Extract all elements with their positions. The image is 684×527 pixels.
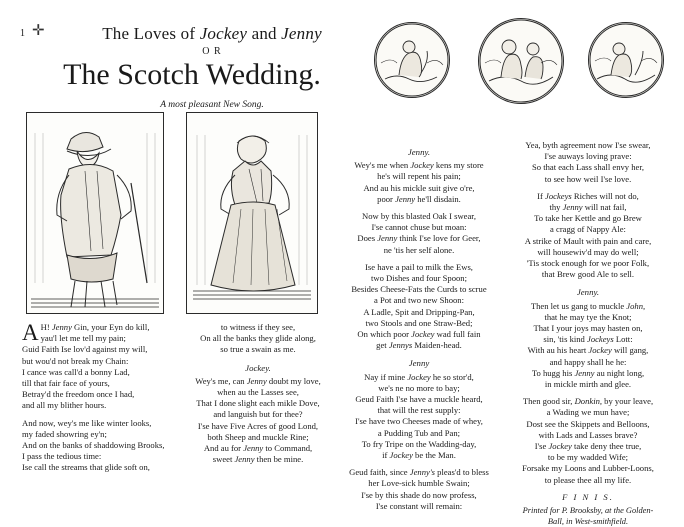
ballad-stanza [508,191,668,281]
ballad-line: if Jockey be the Man. [382,450,456,461]
ballad-line: Besides Cheese-Fats the Curds to scrue [351,284,487,295]
ballad-line: in mickle mirth and glee. [544,379,632,390]
ballad-column-4 [508,140,668,527]
ballad-line: Dost see the Skippets and Belloons, [526,418,650,429]
ballad-line: I'se constant will remain: [375,500,463,511]
woman-figure-woodcut-art [187,113,317,313]
ballad-line: On all the banks they glide along, [200,333,316,344]
ballad-stanza [340,467,498,512]
ballad-line: to witness if they see, [220,322,296,332]
ballad-line: Guid Faith Ise lov'd against my will, [22,344,148,355]
ballad-line: two Dishes and four Spoon; [371,273,467,284]
title-part-and: and [247,24,282,43]
title-line-loves [62,24,362,44]
ballad-line: a Pot and two new Shoon: [374,295,464,306]
ballad-stanza [508,301,668,391]
ballad-line: I pass the tedious time: [22,451,102,462]
ballad-line: till that fair face of yours, [22,378,110,389]
speaker-heading: Jenny. [576,287,600,298]
ballad-line: to see how weil I'se love. [544,173,632,184]
ballad-stanza [22,418,174,474]
man-figure-woodcut-art [27,113,163,313]
ballad-line: when au the Lasses see, [217,387,299,398]
ballad-stanza [340,372,498,462]
ballad-line: I'se have two Cheeses made of whey, [355,416,483,427]
ballad-line: that will the rest supply: [377,405,461,416]
finis-mark: F I N I S. [562,491,614,502]
ballad-line: That I your joys may hasten on, [533,323,643,334]
ballad-line: A strike of Mault with pain and care, [524,235,652,246]
ballad-line: If Jockeys Riches will not do, [537,190,639,201]
ballad-line: two Stools and one Straw-Bed; [365,317,473,328]
ballad-line: I'se auways loving prave: [544,151,632,162]
title-part-jenny: Jenny [281,24,322,43]
ballad-column-1 [22,322,174,480]
ballad-column-3 [340,140,498,518]
ballad-line: yau'l let me tell my pain; [40,333,126,344]
ballad-line: Betray'd the freedom once I had, [22,389,135,400]
speaker-heading: Jenny. [407,147,431,157]
ballad-line: To take her Kettle and go Brew [534,213,642,224]
title-or: O R [202,46,222,57]
ballad-line: With au his heart Jockey will gang, [527,345,649,356]
ballad-line: a Pudding Tub and Pan; [377,427,461,438]
ballad-line: Does Jenny think I'se love for Geer, [357,233,481,244]
ballad-line: her Love-sick humble Swain; [368,478,470,489]
ballad-line: Yea, byth agreement now I'se swear, [525,140,651,150]
ballad-line: So that each Lass shall envy her, [531,162,645,173]
ballad-line: thy Jenny will nat fail, [549,202,627,213]
ballad-line: Forsake my Loons and Lubber-Loons, [522,463,654,474]
roundel-left-art [375,23,449,97]
ballad-line: sin, 'tis kind Jockeys Lott: [543,334,633,345]
ballad-line: Now by this blasted Oak I swear, [362,211,476,222]
ballad-line: I cance was call'd a bonny Lad, [22,366,130,377]
ballad-line: And au his mickle suit give o're, [363,182,475,193]
ballad-line: ne 'tis her self alone. [383,244,455,255]
ballad-stanza [22,322,174,412]
ballad-stanza [340,211,498,256]
ballad-stanza [508,396,668,486]
ballad-line: with Lads and Lasses brave? [538,429,638,440]
ballad-line: we's ne no more to bay; [378,382,460,393]
ballad-line: Nay if mine Jockey he so stor'd, [364,371,474,382]
ballad-line: to please thee all my life. [544,474,632,485]
ballad-line: Wey's me when Jockey kens my store [354,160,484,171]
ballad-line: will housewiv'd may do well; [537,246,639,257]
ballad-line: I'se Jockey take deny thee true, [534,441,642,452]
ballad-column-2 [182,322,334,471]
speaker-heading: Jenny [408,358,430,369]
ballad-line: that Brew good Ale to sell. [541,269,635,280]
ballad-line: Geud faith, since Jenny's pleas'd to bless [349,467,489,478]
ballad-stanza [182,322,334,356]
ballad-stanza [182,376,334,466]
ballad-line: a Wading we mun have; [546,407,630,418]
ballad-line: Ise have a pail to milk the Ews, [365,261,473,272]
ballad-line: That I done slight each mikle Dove, [196,398,320,409]
ballad-line: get Jennys Maiden-head. [376,340,462,351]
ballad-line: and all my blither hours. [22,400,107,411]
ballad-line: And au for Jenny to Command, [203,443,313,454]
ballad-line: 'Tis stock enough for we poor Folk, [526,258,650,269]
ballad-line: Then good sir, Donkin, by your leave, [522,396,654,407]
ballad-line: poor Jenny he'll disdain. [377,193,461,204]
ballad-line: I'se by this shade do now profess, [361,489,477,500]
ballad-line: Ise call the streams that glide soft on, [22,462,150,473]
ballad-stanza [340,262,498,352]
ballad-line: On which poor Jockey wad full fain [357,329,481,340]
title-part-1: The Loves of [102,24,200,43]
ballad-line: I'se cannot chuse but moan: [371,222,467,233]
printer-imprint [508,506,668,527]
ballad-line: a cragg of Nappy Ale: [550,224,626,235]
roundel-right-art [589,23,663,97]
ballad-line: he's will repent his pain; [377,171,461,182]
ballad-line: and languish but for thee? [213,409,303,420]
ballad-line: A Ladle, Spit and Dripping-Pan, [363,306,475,317]
ballad-line: and happy shall he he: [549,356,627,367]
imprint-line: Printed for P. Brooksby, at the Golden- [522,506,654,516]
ballad-line: I'se have Five Acres of good Lond, [197,420,319,431]
ballad-line: both Sheep and muckle Rine; [207,431,309,442]
ballad-stanza [340,160,498,205]
ballad-stanza [508,140,668,185]
ballad-line: to be my wadded Wife; [547,452,629,463]
ballad-line: my faded showring ey'n; [22,428,107,439]
roundel-centre-art [479,19,563,103]
ballad-line: so true a swain as me. [220,344,296,355]
speaker-heading: Jockey. [245,362,271,373]
woman-figure-woodcut [186,112,318,314]
title-part-jockey: Jockey [199,24,248,43]
ballad-line: sweet Jenny then be mine. [212,454,304,465]
ballad-line: Then let us gang to muckle John, [530,300,646,311]
title-subtitle: A most pleasant New Song. [160,100,264,110]
ballad-line: Wey's me, can Jenny doubt my love, [195,375,321,386]
roundel-woodcut-right [588,22,664,98]
ballad-line: To hugg his Jenny au night long, [531,367,645,378]
folio-number: 1 [20,28,25,39]
ballad-line: that he may tye the Knot; [544,311,632,322]
man-figure-woodcut [26,112,164,314]
roundel-woodcut-left [374,22,450,98]
folio-cross-mark: ✛ [32,23,45,39]
ballad-line: And on the banks of shaddowing Brooks, [22,440,165,451]
ballad-line: To fry Tripe on the Wadding-day, [361,438,477,449]
ballad-line: And now, wey's me like winter looks, [22,417,152,428]
ballad-line: Geud Faith I'se have a muckle heard, [355,394,483,405]
roundel-woodcut-centre [478,18,564,104]
page-title: The Scotch Wedding. [63,58,321,91]
ballad-line: H! Jenny Gin, your Eyn do kill, [40,322,150,332]
imprint-line: Ball, in West-smithfield. [547,516,629,526]
drop-cap: A [22,320,39,345]
ballad-line: but wou'd not break my Chain: [22,355,129,366]
